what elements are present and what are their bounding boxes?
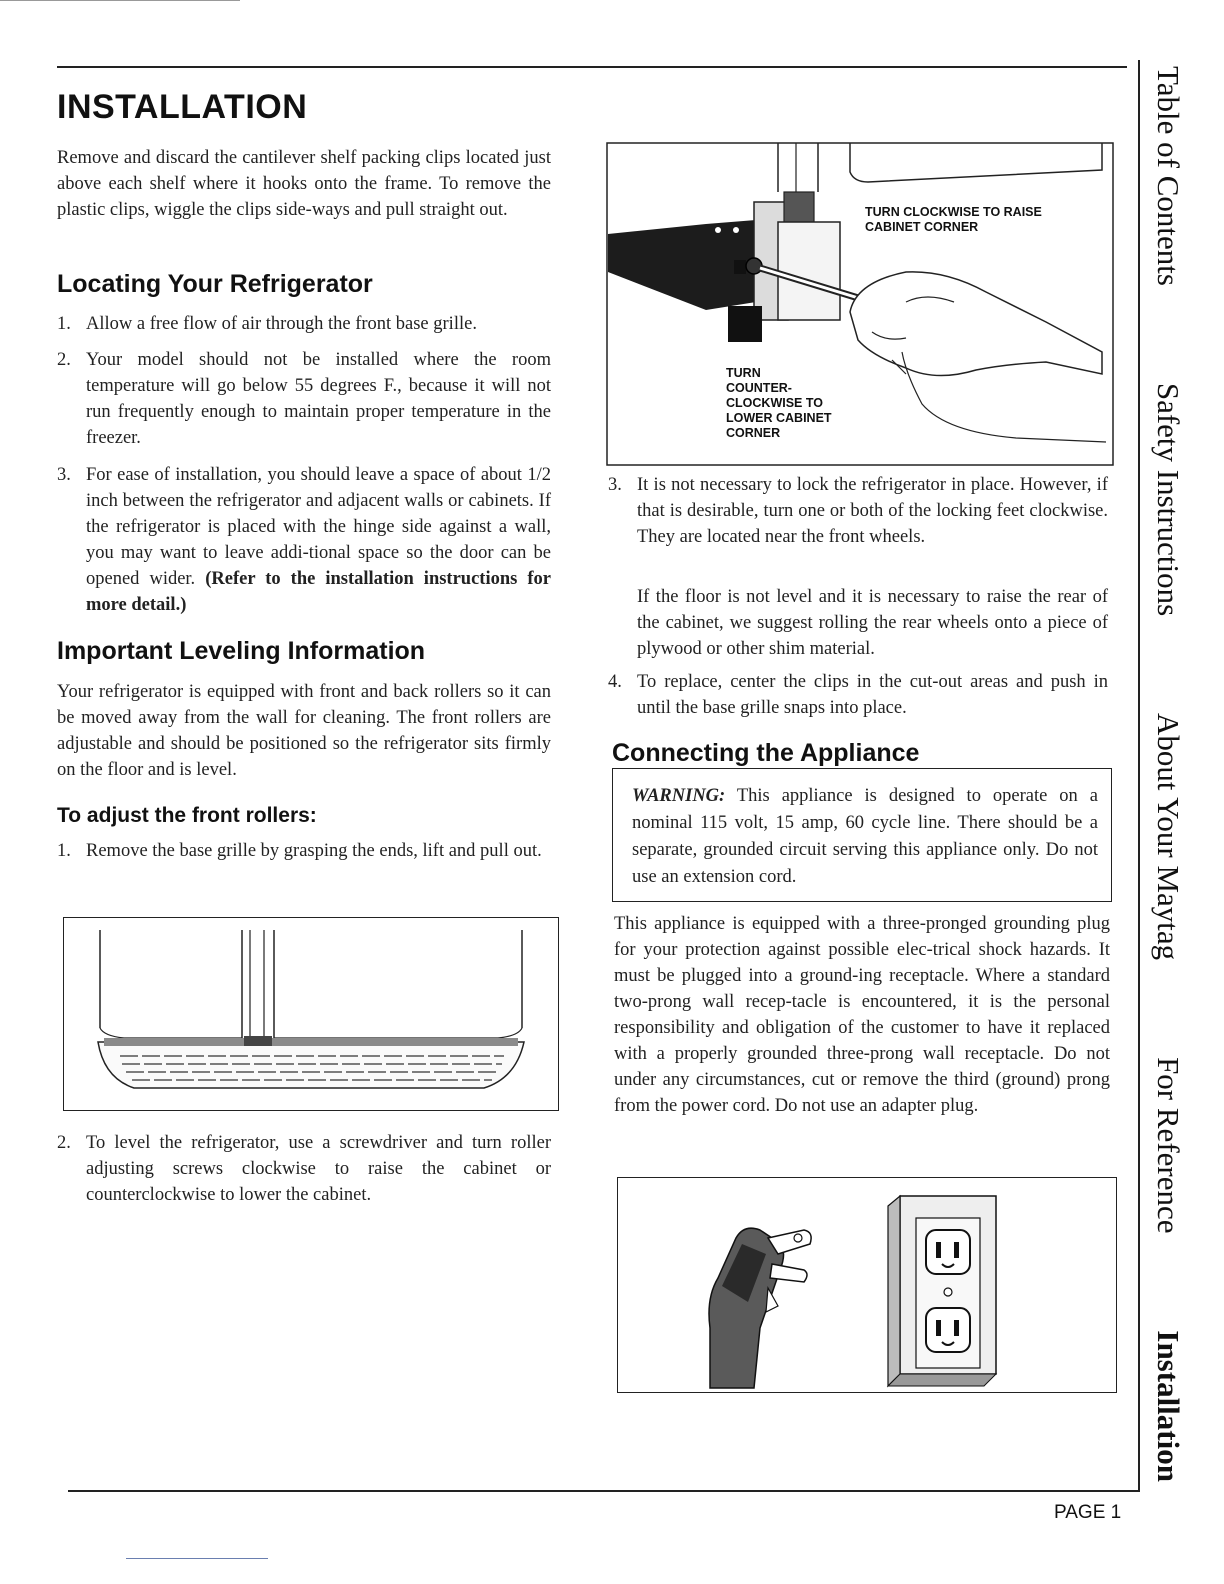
adjust-item-2: [57, 1130, 551, 1208]
callout-lower-line: COUNTER-: [726, 381, 792, 395]
item-number: 1.: [57, 314, 71, 334]
warning-box: [612, 768, 1112, 902]
top-corner-rule: [0, 0, 240, 1]
side-tab-for-reference[interactable]: For Reference: [1151, 1057, 1186, 1234]
item-text-group: [86, 462, 551, 618]
item-number: 2.: [57, 350, 71, 370]
item-text: Your model should not be installed where the room temperature will go below 55 degrees F., because it will not run frequently enough to maintain proper temperature in the freezer.: [86, 350, 551, 448]
item-text: To replace, center the clips in the cut-out areas and push in until the base grille snaps into place.: [637, 672, 1108, 718]
item-text: Allow a free flow of air through the front base grille.: [86, 314, 477, 334]
callout-lower-line: CLOCKWISE TO: [726, 396, 823, 410]
item-text: Remove the base grille by grasping the ends, lift and pull out.: [86, 841, 542, 861]
locating-item-1: [57, 311, 551, 337]
leveling-heading: Important Leveling Information: [57, 637, 426, 665]
side-tab-rotator: [1138, 60, 1198, 1500]
page-number: PAGE 1: [1054, 1502, 1122, 1523]
plug-figure: [617, 1177, 1117, 1393]
header-rule: [57, 66, 1127, 68]
right-item-floor: [608, 584, 1108, 662]
item-number: 2.: [57, 1133, 71, 1153]
item-text: If the floor is not level and it is necessary to raise the rear of the cabinet, we suggest rolling the rear wheels onto a piece of plywood or other shim material.: [637, 587, 1108, 659]
callout-lower-line: TURN: [726, 366, 761, 380]
plug-receptacle-illustration: [618, 1178, 1116, 1392]
callout-lower-line: CORNER: [726, 426, 781, 440]
grille-figure: [63, 917, 559, 1111]
item-text: For ease of installation, you should leave a space of about 1/2 inch between the refrigerator and adjacent walls or cabinets. If the refrigerator is placed with the hinge side against a wall, you may want to leave addi-tional space so the door can be opened wider.: [86, 465, 551, 589]
warning-body: This appliance is designed to operate on a nominal 115 volt, 15 amp, 60 cycle line. There should be a separate, grounded circuit serving this appliance only. Do not use an extension cord.: [632, 786, 1098, 887]
item-text-bold: (Refer to the installation instructions for more detail.): [86, 569, 551, 615]
item-number: 3.: [608, 475, 622, 495]
callout-lower-line: LOWER CABINET: [726, 411, 832, 425]
locating-item-2: [57, 347, 551, 451]
item-number: 1.: [57, 841, 71, 861]
footer-rule: [68, 1490, 1140, 1492]
connecting-heading: Connecting the Appliance: [612, 739, 920, 767]
side-tab-installation[interactable]: Installation: [1151, 1330, 1186, 1482]
footer-link-underline: [126, 1558, 268, 1559]
intro-paragraph: Remove and discard the cantilever shelf packing clips located just above each shelf where it hooks onto the frame. To remove the plastic clips, wiggle the clips side-ways and pull straight out.: [57, 148, 551, 220]
warning-label: WARNING:: [632, 786, 726, 806]
side-tab-table-of-contents[interactable]: Table of Contents: [1151, 66, 1186, 286]
item-number: 3.: [57, 465, 71, 485]
item-text: It is not necessary to lock the refrigerator in place. However, if that is desirable, turn one or both of the locking feet clockwise. They are located near the front wheels.: [637, 475, 1108, 547]
grounding-paragraph: This appliance is equipped with a three-pronged grounding plug for your protection against possible elec-trical shock hazards. It must be plugged into a ground-ing receptacle. Where a standard two-prong wall recep-tacle is encountered, it is the personal responsibility and obligation of the customer to have it replaced with a properly grounded three-prong wall receptacle. Do not under any circumstances, cut or remove the third (ground) prong from the power cord. Do not use an adapter plug.: [614, 914, 1110, 1116]
callout-lower: [726, 366, 866, 441]
side-tab-about-your-maytag[interactable]: About Your Maytag: [1151, 713, 1186, 961]
refrigerator-base-illustration: [64, 918, 558, 1110]
leveling-paragraph: Your refrigerator is equipped with front and back rollers so it can be moved away from the wall for cleaning. The front rollers are adjustable and should be positioned so the refrigerator sits firmly on the floor and is level.: [57, 682, 551, 780]
right-item-4: [608, 669, 1108, 721]
item-text: To level the refrigerator, use a screwdriver and turn roller adjusting screws clockwise to raise the cabinet or counterclockwise to lower the cabinet.: [86, 1133, 551, 1205]
side-tab-strip: [1140, 60, 1200, 1500]
adjust-heading: To adjust the front rollers:: [57, 804, 317, 827]
warning-text: [632, 783, 1098, 891]
side-tab-safety-instructions[interactable]: Safety Instructions: [1151, 382, 1186, 617]
item-number: 4.: [608, 672, 622, 692]
adjust-item-1: [57, 838, 551, 864]
right-item-3: [608, 472, 1108, 550]
page-title: INSTALLATION: [57, 88, 308, 126]
callout-raise: TURN CLOCKWISE TO RAISE CABINET CORNER: [865, 205, 1042, 234]
locating-item-3: [57, 462, 551, 618]
locating-heading: Locating Your Refrigerator: [57, 270, 373, 298]
